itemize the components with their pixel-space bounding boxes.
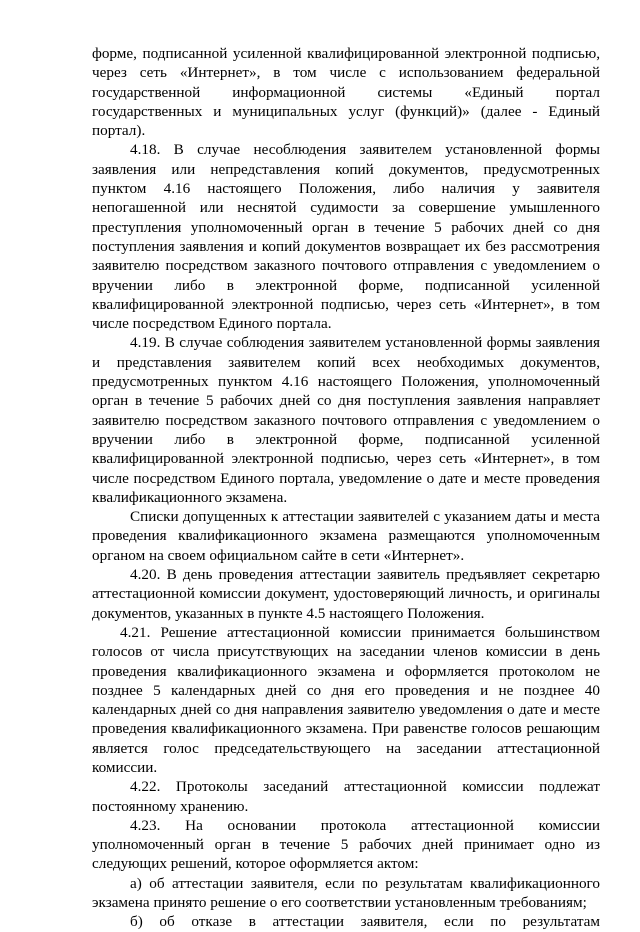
paragraph-4-22: 4.22. Протоколы заседаний аттестационной комиссии подлежат постоянному хранению. [92, 778, 600, 815]
paragraph-item-b: б) об отказе в аттестации заявителя, если по результатам [130, 913, 600, 931]
paragraph-4-21: 4.21. Решение аттестационной комиссии принимается большинством голосов от числа присутствующих на заседании членов комиссии в день проведения квалификационного экзамена и оформляется протоколом не позднее 5 календарных дней со дня его проведения и не позднее 40 календарных дней со дня направления заявителю уведомления о дате и месте проведения квалификационного экзамена. При равенстве голосов решающим является голос председательствующего на заседании аттестационной комиссии. [92, 623, 600, 776]
paragraph-4-20: 4.20. В день проведения аттестации заявитель предъявляет секретарю аттестационной комиссии документ, удостоверяющий личность, и оригиналы документов, указанных в пункте 4.5 настоящего Положения. [92, 566, 600, 622]
paragraph-candidate-lists: Списки допущенных к аттестации заявителей с указанием даты и места проведения квалификационного экзамена размещаются уполномоченным органом на своем официальном сайте в сети «Интернет». [92, 508, 600, 564]
paragraph-4-19: 4.19. В случае соблюдения заявителем установленной формы заявления и представления заявителем копий всех необходимых документов, предусмотренных пунктом 4.16 настоящего Положения, уполномоченный орган в течение 5 рабочих дней со дня поступления заявления направляет заявителю посредством заказного почтового отправления с уведомлением о вручении либо в электронной форме, подписанной усиленной квалифицированной электронной подписью, через сеть «Интернет», в том числе посредством Единого портала, уведомление о дате и месте проведения квалификационного экзамена. [92, 334, 600, 506]
paragraph-4-18: 4.18. В случае несоблюдения заявителем установленной формы заявления или непредставления копий документов, предусмотренных пунктом 4.16 настоящего Положения, либо наличия у заявителя непогашенной или неснятой судимости за совершение умышленного преступления уполномоченный орган в течение 5 рабочих дней со дня поступления заявления и копий документов возвращает их без рассмотрения заявителю посредством заказного почтового отправления с уведомлением о вручении либо в электронной форме, подписанной усиленной квалифицированной электронной подписью, через сеть «Интернет», в том числе посредством Единого портала. [92, 141, 600, 333]
paragraph-4-23: 4.23. На основании протокола аттестационной комиссии уполномоченный орган в течение 5 рабочих дней принимает одно из следующих решений, которое оформляется актом: [92, 816, 600, 873]
paragraph-item-a: а) об аттестации заявителя, если по результатам квалификационного экзамена принято решение о его соответствии установленным требованиям; [92, 874, 600, 912]
paragraph-continuation: форме, подписанной усиленной квалифицированной электронной подписью, через сеть «Интернет», в том числе с использованием федеральной государственной информационной системы «Единый портал государственных и муниципальных услуг (функций)» (далее - Единый портал). [92, 45, 600, 140]
document-page [92, 44, 600, 932]
